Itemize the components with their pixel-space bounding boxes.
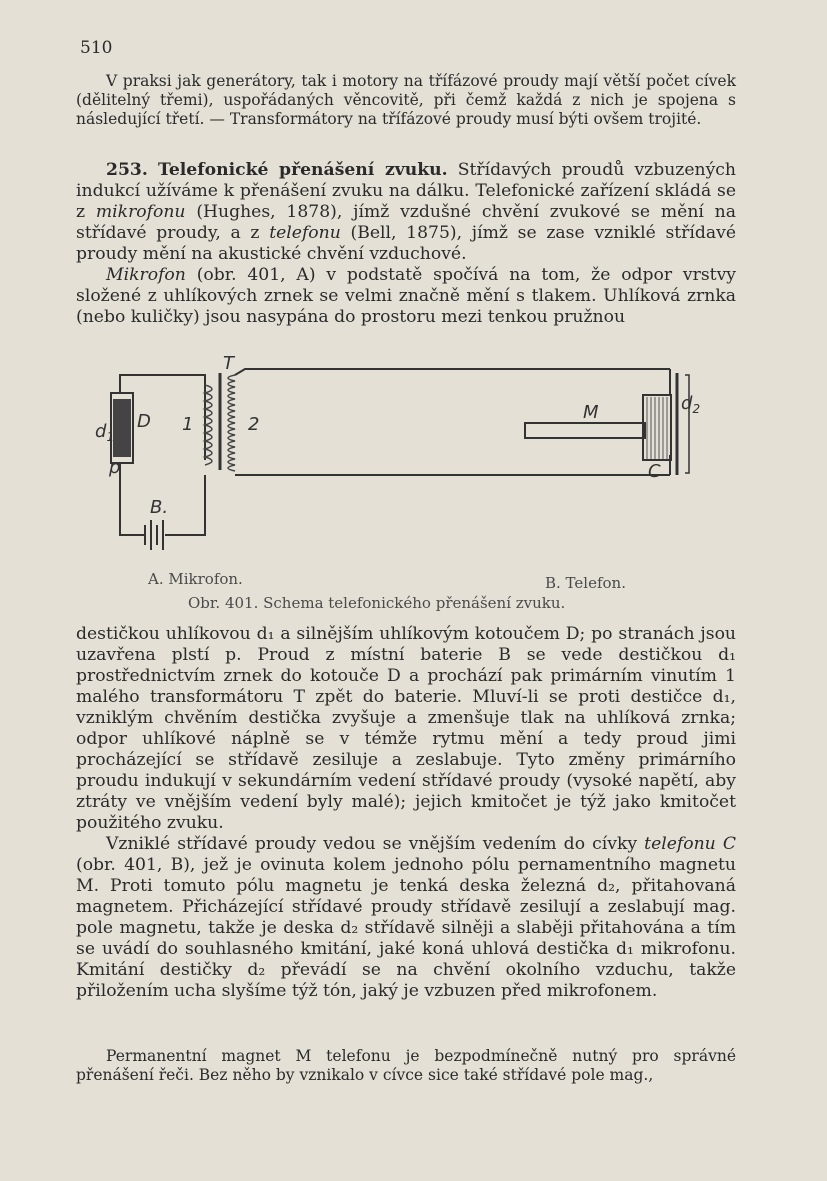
paragraph-telephone: Vzniklé střídavé proudy vedou se vnějším vedením do cívky telefonu C (obr. 401, B), jež je ovinuta kolem jednoho pólu pernamentního magnetu M. Proti tomuto pólu magnetu je tenká deska železná d₂, přitahovaná magnetem. Přicházející střídavé proudy střídavě zesilují a zeslabují mag. pole magnetu, takže je deska d₂ střídavě silněji a slaběji přitahována a tím se uvádí do souhlasného kmitání, jaké koná uhlová destička d₁ mikrofonu. Kmitání destičky d₂ převádí se na chvění okolního vzduchu, takže přiložením ucha slyšíme týž tón, jaký je vzbuzen před mikrofonem. — [76, 833, 736, 1001]
coil-windings — [647, 397, 667, 459]
label-primary: 1 — [182, 414, 194, 435]
footer-paragraph — [76, 1047, 736, 1085]
term-mikrofon-2: Mikrofon — [106, 264, 186, 285]
section-paragraph-2: Mikrofon (obr. 401, A) v podstatě spočívá na tom, že odpor vrstvy složené z uhlíkových zrnek se velmi značně mění s tlakem. Uhlíková zrnka (nebo kuličky) jsou nasypána do prostoru mezi tenkou pružnou — [76, 264, 737, 327]
label-battery: B. — [150, 497, 169, 518]
section-253 — [76, 160, 736, 328]
page-number: 510 — [80, 38, 113, 58]
carbon-granules — [113, 399, 131, 457]
label-disc: D — [137, 411, 151, 432]
label-felt: p — [109, 457, 121, 478]
label-magnet: M — [583, 402, 599, 423]
wire-bottom-left — [120, 463, 145, 535]
line-top — [235, 369, 670, 375]
section-paragraph-1: 253. Telefonické přenášení zvuku. Střídavých proudů vzbuzených indukcí užíváme k přenášení zvuku na dálku. Telefonické zařízení skládá se z mikrofonu (Hughes, 1878), jímž vzdušné chvění zvukové se mění na střídavé proudy, a z telefonu (Bell, 1875), jímž se zase vzniklé střídavé proudy mění na akustické chvění vzduchové. — [76, 160, 737, 264]
paragraph-threephase: V praksi jak generátory, tak i motory na třífázové proudy mají větší počet cívek (dělitelný třemi), uspořádaných věncovitě, při čemž každá z nich je spojena s následující třetí. — Transformátory na třífázové proudy musí býti ovšem trojité. — [76, 72, 736, 128]
paragraph-permanent-magnet: Permanentní magnet M telefonu je bezpodmínečně nutný pro správné přenášení řeči. Bez něho by vznikalo v cívce sice také střídavé pole mag., — [76, 1047, 736, 1084]
primary-winding — [205, 385, 212, 465]
paragraph-microphone-function: destičkou uhlíkovou d₁ a silnějším uhlíkovým kotoučem D; po stranách jsou uzavřena plstí p. Proud z místní baterie B se vede destičkou d₁ prostřednictvím zrnek do kotouče D a prochází pak primárním vinutím 1 malého transformátoru T zpět do baterie. Mluví-li se proti destičce d₁, vzniklým chvěním destička zvyšuje a zmenšuje tlak na uhlíková zrnka; odpor uhlíkové náplně se v témže rytmu mění a tedy proud jimi procházející se střídavě zesiluje a zeslabuje. Tyto změny primárního proudu indukují v sekundárním vedení střídavé proudy (vysoké napětí, aby ztráty ve vnějším vedení byly malé); jejich kmitočet je týž jako kmitočet použitého zvuku. — [76, 624, 736, 833]
wire-bottom-right — [165, 475, 205, 535]
label-plate: $d_1$ — [95, 421, 115, 444]
figure-caption: Obr. 401. Schema telefonického přenášení zvuku. — [188, 594, 566, 612]
main-text — [76, 624, 736, 1002]
label-secondary: 2 — [248, 414, 260, 435]
telephone-magnet — [525, 423, 645, 438]
caption-b: B. Telefon. — [545, 574, 626, 592]
telephone-bracket — [685, 375, 689, 473]
term-telefon: telefonu — [269, 222, 341, 243]
term-mikrofon: mikrofonu — [95, 201, 186, 222]
secondary-winding — [228, 375, 235, 471]
label-diaphragm: $d_2$ — [681, 393, 701, 416]
term-telefon-c: telefonu C — [644, 833, 736, 854]
label-transformer: T — [223, 355, 234, 374]
label-coil: C — [648, 461, 661, 482]
section-title: Telefonické přenášení zvuku. — [158, 160, 448, 180]
section-number: 253. — [106, 160, 148, 180]
intro-paragraph — [76, 72, 736, 129]
caption-a: A. Mikrofon. — [148, 570, 243, 588]
figure-401-diagram — [95, 355, 715, 570]
